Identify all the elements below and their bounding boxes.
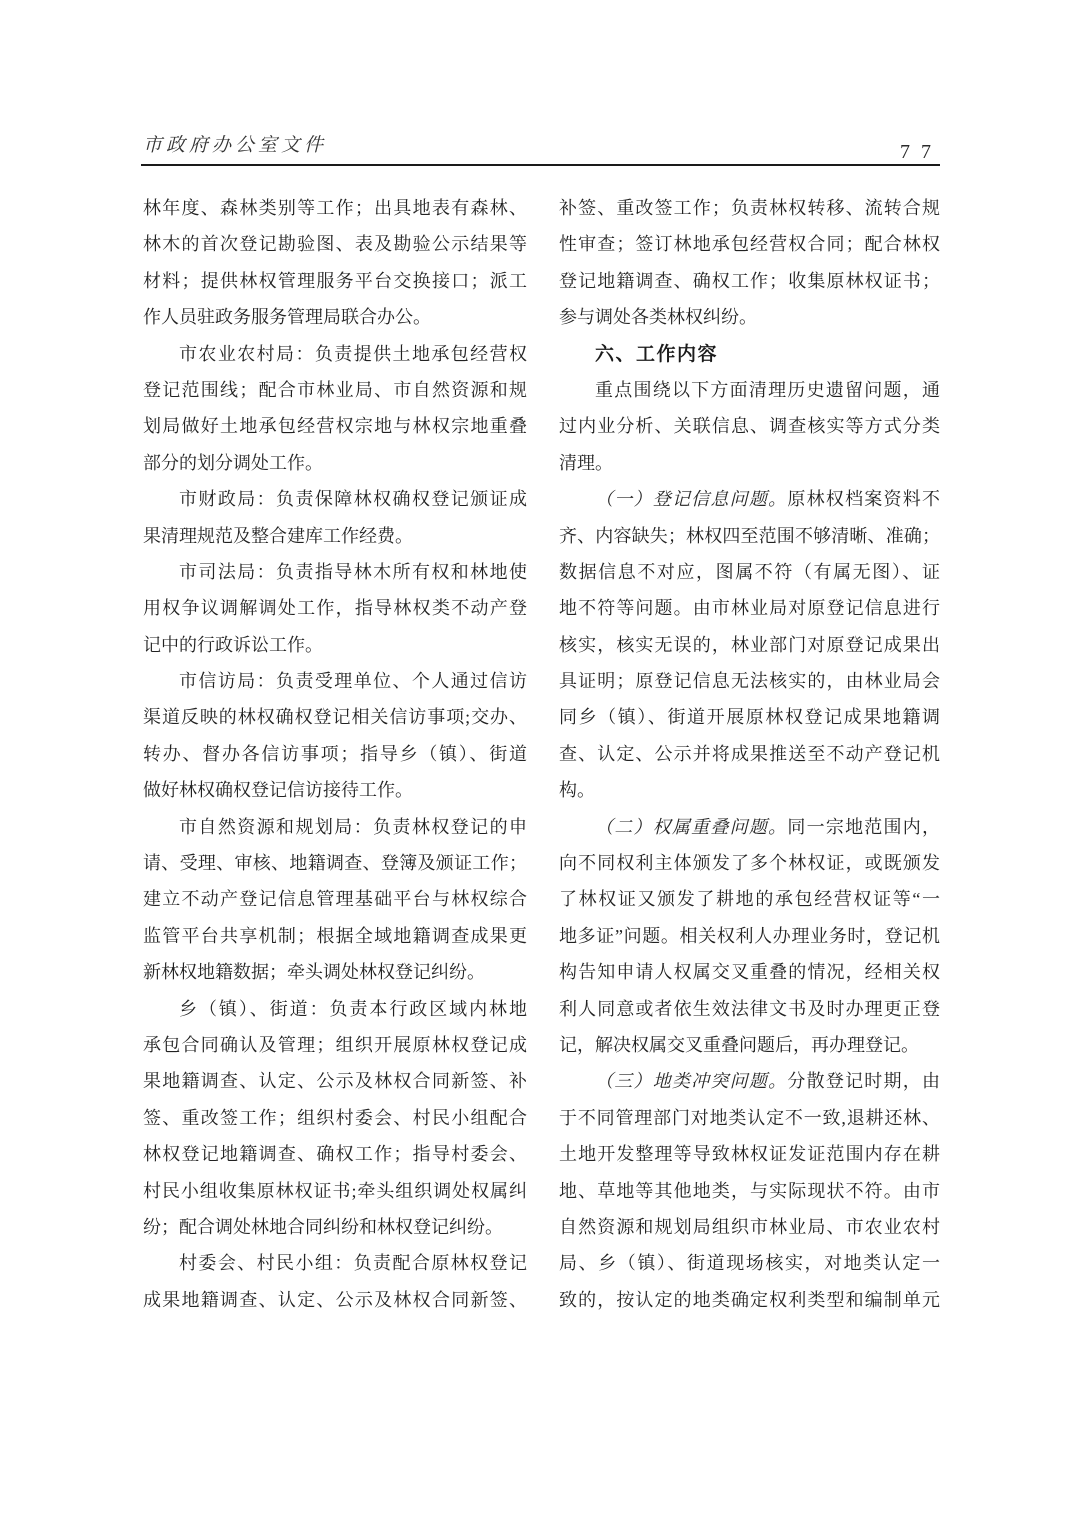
- text-line: [559, 1173, 940, 1209]
- text-line: [143, 1027, 527, 1063]
- body-text-segment: 局、乡（镇）、街道现场核实，对地类认定一: [559, 1253, 940, 1274]
- body-text-segment: 同一宗地范围内，: [787, 816, 941, 837]
- page-number: 7 7: [900, 141, 934, 163]
- page-header: [141, 126, 940, 166]
- body-text-segment: 清理。: [559, 452, 613, 473]
- body-text-segment: 同乡（镇）、街道开展原林权登记成果地籍调: [559, 707, 940, 728]
- body-text-segment: 自然资源和规划局组织市林业局、市农业农村: [559, 1216, 940, 1237]
- body-text-segment: 向不同权利主体颁发了多个林权证，或既颁发: [559, 853, 940, 874]
- body-text-segment: 做好林权确权登记信访接待工作。: [143, 780, 413, 801]
- body-text-segment: 利人同意或者依生效法律文书及时办理更正登: [559, 998, 940, 1019]
- text-line: [559, 263, 940, 299]
- body-text-segment: 齐、内容缺失；林权四至范围不够清晰、准确；: [559, 525, 940, 546]
- text-line: [143, 845, 527, 881]
- body-text-segment: 渠道反映的林权确权登记相关信访事项;交办、: [143, 707, 527, 728]
- body-text-segment: 建立不动产登记信息管理基础平台与林权综合: [143, 889, 527, 910]
- body-text-segment: 原林权档案资料不: [787, 489, 941, 510]
- body-text-segment: 市财政局：负责保障林权确权登记颁证成: [179, 489, 527, 510]
- text-line: [143, 736, 527, 772]
- body-text-segment: 乡（镇）、街道：负责本行政区域内林地: [179, 998, 527, 1019]
- body-text-segment: 纷；配合调处林地合同纠纷和林权登记纠纷。: [143, 1216, 503, 1237]
- body-text-segment: 市自然资源和规划局：负责林权登记的申: [179, 816, 527, 837]
- text-line: [143, 663, 527, 699]
- body-text-segment: 了林权证又颁发了耕地的承包经营权证等“一: [559, 889, 940, 910]
- text-line: [559, 481, 940, 517]
- body-text-segment: 重点围绕以下方面清理历史遗留问题，通: [595, 379, 940, 400]
- text-line: [559, 408, 940, 444]
- body-text-segment: 过内业分析、关联信息、调查核实等方式分类: [559, 416, 940, 437]
- text-line: [559, 772, 940, 808]
- text-line: [559, 736, 940, 772]
- text-line: [143, 1063, 527, 1099]
- text-line: [559, 1100, 940, 1136]
- body-text-segment: 市信访局：负责受理单位、个人通过信访: [179, 671, 527, 692]
- text-line: [143, 372, 527, 408]
- text-line: [559, 1209, 940, 1245]
- body-text-segment: 查、认定、公示并将成果推送至不动产登记机: [559, 743, 940, 764]
- body-text-segment: 分散登记时期，由: [787, 1071, 941, 1092]
- body-text-segment: 登记地籍调查、确权工作；收集原林权证书；: [559, 270, 940, 291]
- body-text-segment: 记中的行政诉讼工作。: [143, 634, 323, 655]
- text-line: [143, 554, 527, 590]
- body-text-segment: 地多证”问题。相关权利人办理业务时，登记机: [559, 925, 940, 946]
- body-text-segment: 于不同管理部门对地类认定不一致,退耕还林、: [559, 1107, 940, 1128]
- text-line: [559, 590, 940, 626]
- body-text-segment: 材料；提供林权管理服务平台交换接口；派工: [143, 270, 527, 291]
- text-line: [143, 1136, 527, 1172]
- body-text-segment: 请、受理、审核、地籍调查、登簿及颁证工作；: [143, 853, 527, 874]
- text-line: [143, 481, 527, 517]
- text-line: [559, 1027, 940, 1063]
- text-line: [143, 991, 527, 1027]
- text-line: [559, 663, 940, 699]
- body-text-segment: 用权争议调解调处工作，指导林权类不动产登: [143, 598, 527, 619]
- subsection-heading-segment: （一）登记信息问题。: [595, 489, 788, 510]
- text-line: [143, 772, 527, 808]
- text-line: [559, 918, 940, 954]
- text-line: [143, 590, 527, 626]
- text-line: [559, 299, 940, 335]
- text-line: [559, 372, 940, 408]
- body-text-segment: 土地开发整理等导致林权证发证范围内存在耕: [559, 1144, 940, 1165]
- text-line: [143, 809, 527, 845]
- text-line: [143, 263, 527, 299]
- body-text-segment: 村民小组收集原林权证书;牵头组织调处权属纠: [143, 1180, 527, 1201]
- text-line: [143, 1282, 527, 1318]
- text-line: [559, 699, 940, 735]
- text-line: [559, 627, 940, 663]
- text-line: [559, 1282, 940, 1318]
- text-line: [559, 518, 940, 554]
- body-text-segment: 构告知申请人权属交叉重叠的情况，经相关权: [559, 962, 940, 983]
- body-text-segment: 地不符等问题。由市林业局对原登记信息进行: [559, 598, 940, 619]
- text-line: [559, 226, 940, 262]
- body-text-segment: 市司法局：负责指导林木所有权和林地使: [179, 561, 527, 582]
- text-line: [143, 299, 527, 335]
- text-line: [559, 554, 940, 590]
- body-text-segment: 补签、重改签工作；负责林权转移、流转合规: [559, 198, 940, 218]
- body-text-segment: 果清理规范及整合建库工作经费。: [143, 525, 413, 546]
- document-header-title: 市政府办公室文件: [143, 135, 328, 156]
- body-text-segment: 签、重改签工作；组织村委会、村民小组配合: [143, 1107, 527, 1128]
- body-text-segment: 监管平台共享机制；根据全域地籍调查成果更: [143, 925, 527, 946]
- body-text-segment: 参与调处各类林权纠纷。: [559, 307, 757, 328]
- body-text-segment: 市农业农村局：负责提供土地承包经营权: [179, 343, 527, 364]
- body-text-segment: 登记范围线；配合市林业局、市自然资源和规: [143, 379, 527, 400]
- text-line: [559, 809, 940, 845]
- text-line: [143, 1209, 527, 1245]
- body-text-segment: 构。: [559, 780, 595, 801]
- text-line: [559, 190, 940, 226]
- text-line: [559, 881, 940, 917]
- body-text-segment: 地、草地等其他地类，与实际现状不符。由市: [559, 1180, 940, 1201]
- text-line: [143, 1173, 527, 1209]
- body-text-segment: 性审查；签订林地承包经营权合同；配合林权: [559, 234, 940, 255]
- body-text-segment: 数据信息不对应，图属不符（有属无图）、证: [559, 561, 940, 582]
- body-text-segment: 村委会、村民小组：负责配合原林权登记: [179, 1253, 527, 1274]
- subsection-heading-segment: （三）地类冲突问题。: [595, 1071, 788, 1092]
- text-line: [143, 1245, 527, 1281]
- text-line: [559, 845, 940, 881]
- body-text-segment: 转办、督办各信访事项；指导乡（镇）、街道: [143, 743, 527, 764]
- body-text-segment: 林年度、森林类别等工作；出具地表有森林、: [143, 198, 527, 218]
- body-text-segment: 记，解决权属交叉重叠问题后，再办理登记。: [559, 1034, 919, 1055]
- text-line: [559, 336, 940, 372]
- body-text-segment: 具证明；原登记信息无法核实的，由林业局会: [559, 671, 940, 692]
- text-line: [559, 954, 940, 990]
- body-text-segment: 作人员驻政务服务管理局联合办公。: [143, 307, 431, 328]
- text-line: [559, 991, 940, 1027]
- body-text-segment: 核实，核实无误的，林业部门对原登记成果出: [559, 634, 940, 655]
- text-line: [143, 408, 527, 444]
- body-text-segment: 部分的划分调处工作。: [143, 452, 323, 473]
- text-line: [143, 699, 527, 735]
- body-text-segment: 果地籍调查、认定、公示及林权合同新签、补: [143, 1071, 527, 1092]
- text-column-left: [143, 190, 527, 1318]
- subsection-heading-segment: （二）权属重叠问题。: [595, 816, 788, 837]
- section-heading: 六、工作内容: [595, 343, 719, 365]
- body-text-segment: 林权登记地籍调查、确权工作；指导村委会、: [143, 1144, 527, 1165]
- text-line: [559, 445, 940, 481]
- body-text-segment: 划局做好土地承包经营权宗地与林权宗地重叠: [143, 416, 527, 437]
- body-text-segment: 成果地籍调查、认定、公示及林权合同新签、: [143, 1289, 527, 1310]
- text-line: [559, 1245, 940, 1281]
- text-line: [143, 336, 527, 372]
- text-line: [143, 518, 527, 554]
- text-line: [143, 881, 527, 917]
- body-text-segment: 承包合同确认及管理；组织开展原林权登记成: [143, 1034, 527, 1055]
- text-line: [143, 627, 527, 663]
- text-line: [143, 190, 527, 226]
- body-text-segment: 新林权地籍数据；牵头调处林权登记纠纷。: [143, 962, 485, 983]
- text-line: [559, 1063, 940, 1099]
- body-text-segment: 致的，按认定的地类确定权利类型和编制单元: [559, 1289, 940, 1310]
- text-line: [143, 226, 527, 262]
- text-column-right: [559, 190, 940, 1318]
- text-line: [143, 1100, 527, 1136]
- text-line: [143, 918, 527, 954]
- text-line: [143, 954, 527, 990]
- text-line: [559, 1136, 940, 1172]
- text-line: [143, 445, 527, 481]
- body-text-segment: 林木的首次登记勘验图、表及勘验公示结果等: [143, 234, 527, 255]
